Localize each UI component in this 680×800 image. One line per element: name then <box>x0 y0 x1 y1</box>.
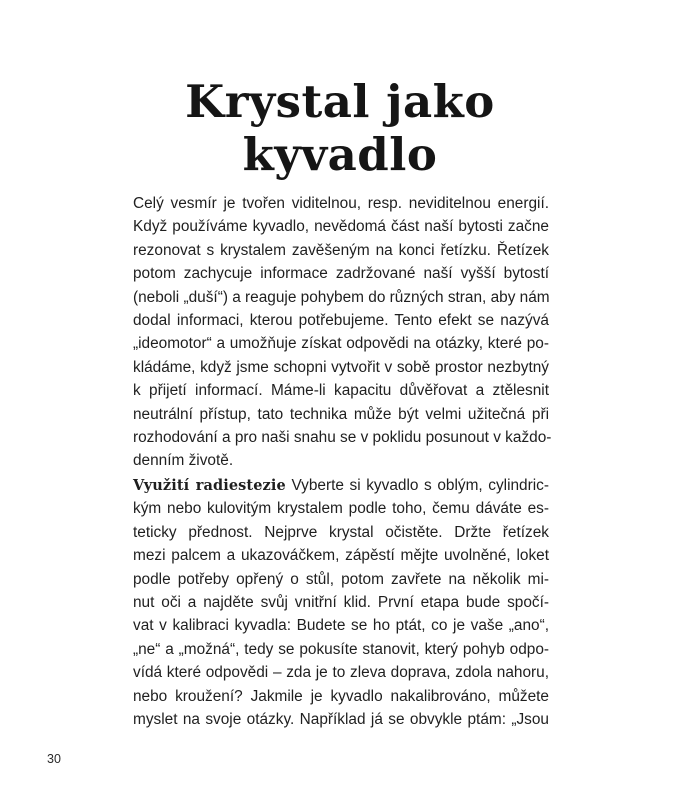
paragraph-line: „ideomotor“ a umožňuje získat odpovědi na otázky, které po- <box>133 335 549 353</box>
paragraph-line-rest: Vyberte si kyvadlo s oblým, cylindric- <box>291 477 549 494</box>
paragraph-line: kládáme, když jsme schopni vytvořit v sobě prostor nezbytný <box>133 358 549 376</box>
page-number: 30 <box>47 752 61 766</box>
paragraph-line: Celý vesmír je tvořen viditelnou, resp. neviditelnou energií. <box>133 195 549 212</box>
paragraph-line: podle potřeby opřený o stůl, potom zavřete na několik mi- <box>133 570 549 588</box>
paragraph-line: potom zachycuje informace zadržované naší vyšší bytostí <box>133 265 549 283</box>
paragraph-line: vídá které odpovědi – zda je to zleva doprava, zdola nahoru, <box>133 664 549 682</box>
paragraph-line: rozhodování a pro naši snahu se v poklidu posunout v každo- <box>133 429 552 447</box>
paragraph-line: rezonovat s krystalem zavěšeným na konci řetízku. Řetízek <box>133 241 549 259</box>
paragraph-first-line <box>133 474 549 497</box>
chapter-title-line-2: kyvadlo <box>242 128 438 181</box>
paragraph-line: denním životě. <box>133 452 234 470</box>
chapter-title <box>0 75 680 181</box>
run-in-heading: Využití radiestezie <box>133 477 286 494</box>
paragraph-line: k přijetí informací. Máme-li kapacitu důvěřovat a ztělesnit <box>133 382 549 400</box>
paragraph-line: teticky přednost. Nejprve krystal očistěte. Držte řetízek <box>133 523 549 541</box>
paragraph-line: „ne“ a „možná“, tedy se pokusíte stanovit, který pohyb odpo- <box>133 640 549 658</box>
intro-paragraph <box>133 192 552 473</box>
paragraph-line: (neboli „duší“) a reaguje pohybem do různých stran, aby nám <box>133 288 550 306</box>
paragraph-line: kým nebo kulovitým krystalem podle toho, čemu dáváte es- <box>133 500 549 518</box>
paragraph-line: mezi palcem a ukazováčkem, zápěstí mějte uvolněné, loket <box>133 547 549 565</box>
paragraph-line: vat v kalibraci kyvadla: Budete se ho ptát, co je vaše „ano“, <box>133 617 549 635</box>
chapter-title-line-1: Krystal jako <box>185 75 495 128</box>
paragraph-line: dodal informaci, kterou potřebujeme. Tento efekt se nazývá <box>133 312 549 330</box>
paragraph-line: Když používáme kyvadlo, nevědomá část naší bytosti začne <box>133 218 549 236</box>
paragraph-line: myslet na svoje otázky. Například já se obvykle ptám: „Jsou <box>133 711 549 729</box>
paragraph-line: nut oči a najděte svůj vnitřní klid. První etapa bude spočí- <box>133 594 549 612</box>
paragraph-line: nebo kroužení? Jakmile je kyvadlo nakalibrováno, můžete <box>133 687 549 705</box>
paragraph-line: neutrální přístup, tato technika může být velmi užitečná při <box>133 405 549 423</box>
dowsing-paragraph <box>133 474 549 731</box>
